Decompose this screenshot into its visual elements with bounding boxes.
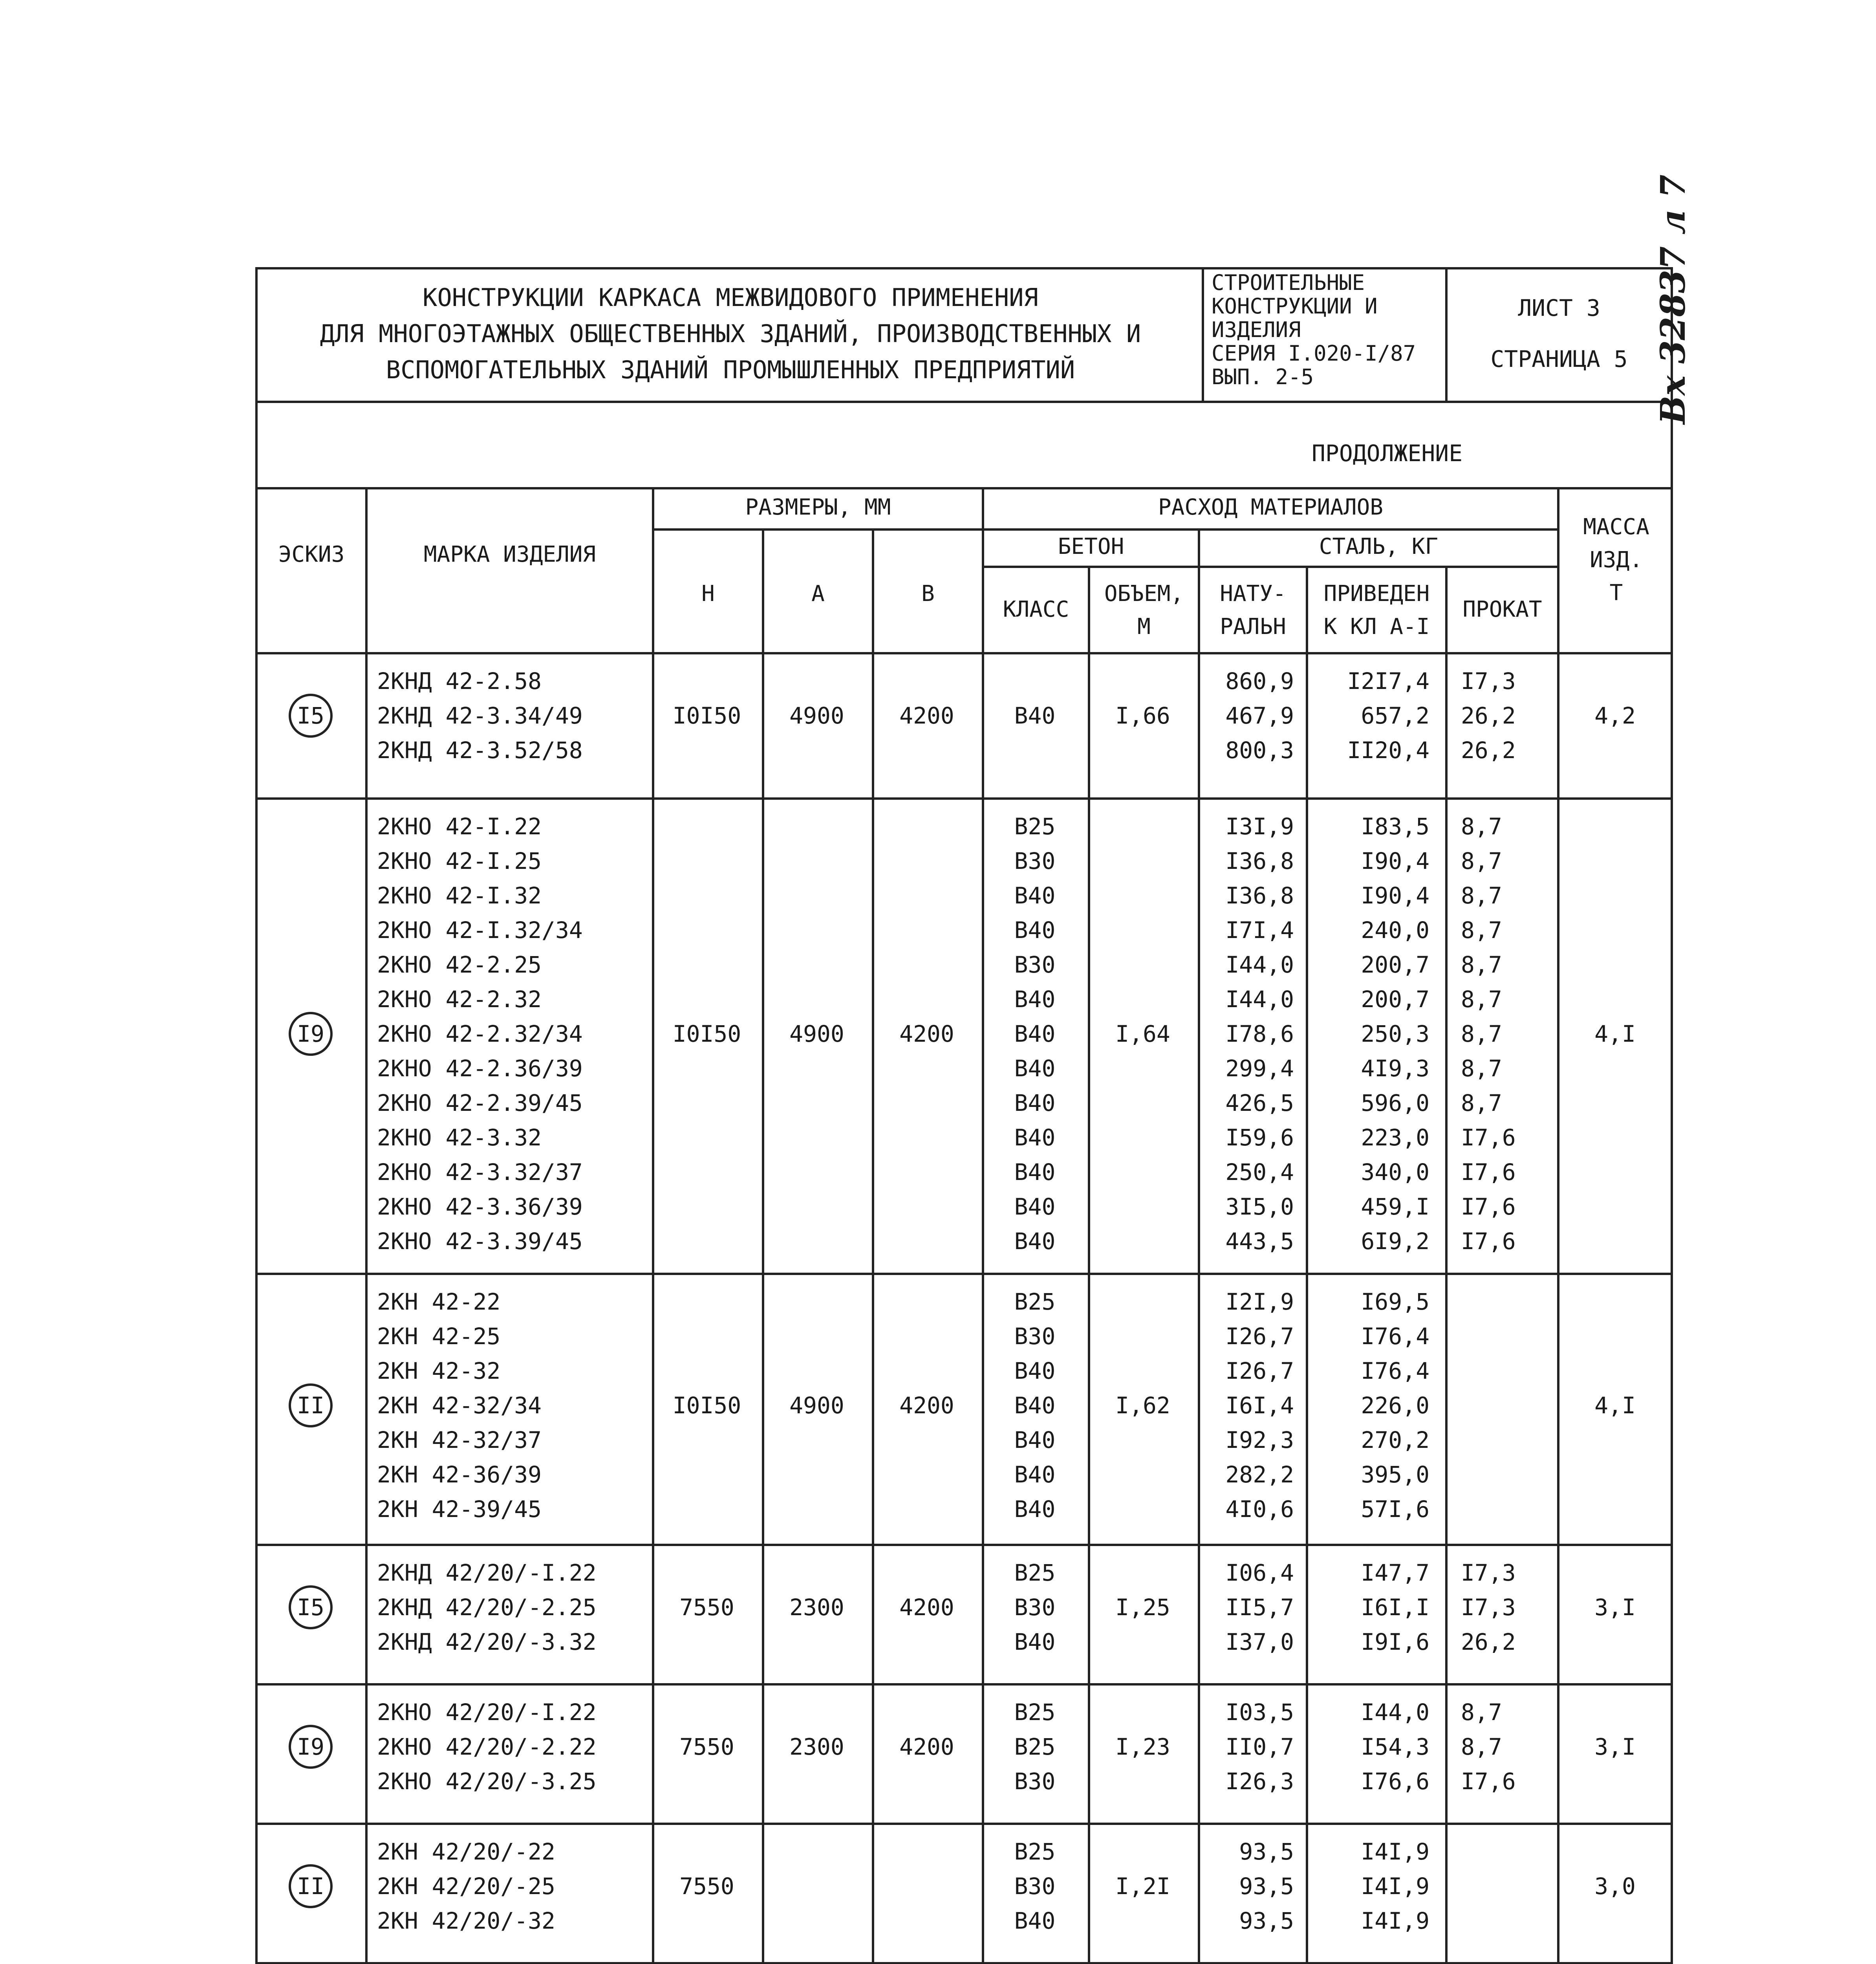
steel-natural-cell: 860,9 xyxy=(1225,668,1294,694)
concrete-class-cell: В40 xyxy=(1014,882,1056,909)
continuation-label: ПРОДОЛЖЕНИЕ xyxy=(1312,440,1463,467)
series-line-5: ВЫП. 2-5 xyxy=(1212,365,1314,389)
steel-natural-cell: I44,0 xyxy=(1225,951,1294,978)
sheet-number: ЛИСТ 3 xyxy=(1518,295,1600,321)
sketch-number-circle: II xyxy=(289,1383,333,1427)
product-mark: 2КНД 42-2.58 xyxy=(377,668,542,694)
product-mass-cell: 4,2 xyxy=(1594,702,1636,729)
steel-reduced-cell: 4I9,3 xyxy=(1361,1055,1429,1082)
product-mark: 2КНО 42-2.32 xyxy=(377,986,542,1013)
header-rule-2 xyxy=(982,566,1557,568)
product-mark: 2КН 42/20/-32 xyxy=(377,1907,555,1934)
steel-natural-cell: 467,9 xyxy=(1225,702,1294,729)
concrete-class-cell: В30 xyxy=(1014,951,1056,978)
product-mark: 2КНО 42-2.36/39 xyxy=(377,1055,583,1082)
steel-natural-cell: I03,5 xyxy=(1225,1699,1294,1726)
size-h-cell: I0I50 xyxy=(672,1020,741,1047)
col-header-h: Н xyxy=(701,581,715,606)
steel-reduced-cell: I76,6 xyxy=(1361,1768,1429,1795)
steel-reduced-cell: 57I,6 xyxy=(1361,1496,1429,1522)
steel-reduced-cell: I47,7 xyxy=(1361,1559,1429,1586)
steel-rolled-cell: 8,7 xyxy=(1461,882,1502,909)
steel-rolled-cell: 26,2 xyxy=(1461,737,1516,764)
steel-reduced-cell: 596,0 xyxy=(1361,1090,1429,1116)
concrete-class-cell: В40 xyxy=(1014,702,1056,729)
concrete-class-cell: В40 xyxy=(1014,1907,1056,1934)
product-mark: 2КНО 42/20/-I.22 xyxy=(377,1699,597,1726)
document-title-line-3: ВСПОМОГАТЕЛЬНЫХ ЗДАНИЙ ПРОМЫШЛЕННЫХ ПРЕДПРИЯТИЙ xyxy=(386,355,1075,384)
steel-reduced-cell: I83,5 xyxy=(1361,813,1429,840)
sketch-number-circle: I9 xyxy=(289,1012,333,1056)
steel-natural-cell: I36,8 xyxy=(1225,882,1294,909)
col-header-reduced-1: ПРИВЕДЕН xyxy=(1323,581,1430,606)
sketch-number-circle: I9 xyxy=(289,1725,333,1769)
col-header-sketch: ЭСКИЗ xyxy=(278,542,345,567)
steel-natural-cell: 426,5 xyxy=(1225,1090,1294,1116)
steel-natural-cell: 93,5 xyxy=(1239,1838,1294,1865)
concrete-volume-cell: I,25 xyxy=(1115,1594,1170,1621)
concrete-class-cell: В25 xyxy=(1014,1699,1056,1726)
steel-natural-cell: 3I5,0 xyxy=(1225,1193,1294,1220)
product-mass-cell: 3,0 xyxy=(1594,1873,1636,1900)
steel-reduced-cell: I6I,I xyxy=(1361,1594,1429,1621)
sketch-number-circle: I5 xyxy=(289,1585,333,1629)
steel-natural-cell: I7I,4 xyxy=(1225,917,1294,944)
row-separator xyxy=(255,1683,1673,1686)
steel-reduced-cell: 240,0 xyxy=(1361,917,1429,944)
steel-reduced-cell: 657,2 xyxy=(1361,702,1429,729)
steel-natural-cell: I92,3 xyxy=(1225,1427,1294,1453)
steel-reduced-cell: 200,7 xyxy=(1361,986,1429,1013)
steel-natural-cell: I36,8 xyxy=(1225,848,1294,874)
steel-rolled-cell: 8,7 xyxy=(1461,1020,1502,1047)
col-header-mass-2: ИЗД. xyxy=(1590,547,1643,573)
document-title-line-2: ДЛЯ МНОГОЭТАЖНЫХ ОБЩЕСТВЕННЫХ ЗДАНИЙ, ПРОИЗВОДСТВЕННЫХ И xyxy=(320,319,1141,348)
col-header-mass-1: МАССА xyxy=(1583,514,1649,540)
steel-reduced-cell: 223,0 xyxy=(1361,1124,1429,1151)
col-header-rolled: ПРОКАТ xyxy=(1462,597,1542,622)
size-a-cell: 2300 xyxy=(789,1733,844,1760)
sketch-number-circle: II xyxy=(289,1864,333,1908)
steel-reduced-cell: I90,4 xyxy=(1361,848,1429,874)
steel-rolled-cell: 8,7 xyxy=(1461,813,1502,840)
product-mark: 2КНО 42-I.22 xyxy=(377,813,542,840)
steel-natural-cell: I78,6 xyxy=(1225,1020,1294,1047)
col-header-volume-1: ОБЪЕМ, xyxy=(1104,581,1184,606)
steel-rolled-cell: I7,3 xyxy=(1461,1559,1516,1586)
steel-rolled-cell: 26,2 xyxy=(1461,1629,1516,1655)
concrete-class-cell: В40 xyxy=(1014,1159,1056,1185)
concrete-class-cell: В40 xyxy=(1014,1427,1056,1453)
steel-reduced-cell: I54,3 xyxy=(1361,1733,1429,1760)
col-header-a: А xyxy=(811,581,825,606)
steel-reduced-cell: I2I7,4 xyxy=(1347,668,1429,694)
steel-natural-cell: 299,4 xyxy=(1225,1055,1294,1082)
concrete-class-cell: В40 xyxy=(1014,1124,1056,1151)
title-block-divider-1 xyxy=(1202,267,1204,403)
col-header-class: КЛАСС xyxy=(1003,597,1069,622)
steel-reduced-cell: 270,2 xyxy=(1361,1427,1429,1453)
col-line-sketch xyxy=(365,487,368,1964)
concrete-volume-cell: I,23 xyxy=(1115,1733,1170,1760)
concrete-class-cell: В40 xyxy=(1014,1020,1056,1047)
document-title-line-1: КОНСТРУКЦИИ КАРКАСА МЕЖВИДОВОГО ПРИМЕНЕНИЯ xyxy=(423,283,1038,312)
concrete-class-cell: В40 xyxy=(1014,1461,1056,1488)
product-mark: 2КНО 42/20/-3.25 xyxy=(377,1768,597,1795)
steel-rolled-cell: 8,7 xyxy=(1461,848,1502,874)
col-header-materials: РАСХОД МАТЕРИАЛОВ xyxy=(1158,495,1384,520)
product-mark: 2КНО 42-I.32 xyxy=(377,882,542,909)
concrete-class-cell: В40 xyxy=(1014,917,1056,944)
steel-natural-cell: I26,7 xyxy=(1225,1358,1294,1384)
size-h-cell: I0I50 xyxy=(672,1392,741,1419)
steel-natural-cell: 93,5 xyxy=(1239,1873,1294,1900)
steel-natural-cell: I26,7 xyxy=(1225,1323,1294,1350)
concrete-volume-cell: I,66 xyxy=(1115,702,1170,729)
steel-rolled-cell: 8,7 xyxy=(1461,986,1502,1013)
product-mass-cell: 3,I xyxy=(1594,1733,1636,1760)
steel-rolled-cell: 8,7 xyxy=(1461,1090,1502,1116)
series-line-3: ИЗДЕЛИЯ xyxy=(1212,317,1301,342)
title-block-bottom-rule xyxy=(255,401,1673,403)
steel-reduced-cell: 6I9,2 xyxy=(1361,1228,1429,1255)
steel-reduced-cell: 340,0 xyxy=(1361,1159,1429,1185)
steel-rolled-cell: 26,2 xyxy=(1461,702,1516,729)
row-separator xyxy=(255,1823,1673,1825)
steel-natural-cell: 250,4 xyxy=(1225,1159,1294,1185)
concrete-class-cell: В40 xyxy=(1014,1392,1056,1419)
size-h-cell: I0I50 xyxy=(672,702,741,729)
steel-natural-cell: 800,3 xyxy=(1225,737,1294,764)
steel-natural-cell: 93,5 xyxy=(1239,1907,1294,1934)
product-mark: 2КН 42-25 xyxy=(377,1323,501,1350)
concrete-class-cell: В30 xyxy=(1014,1768,1056,1795)
steel-rolled-cell: I7,6 xyxy=(1461,1193,1516,1220)
product-mark: 2КНО 42-3.32 xyxy=(377,1124,542,1151)
steel-rolled-cell: I7,3 xyxy=(1461,1594,1516,1621)
product-mark: 2КНО 42-3.36/39 xyxy=(377,1193,583,1220)
concrete-class-cell: В40 xyxy=(1014,1496,1056,1522)
page-number: СТРАНИЦА 5 xyxy=(1490,346,1628,372)
size-h-cell: 7550 xyxy=(679,1594,734,1621)
row-separator xyxy=(255,1544,1673,1546)
product-mark: 2КНД 42/20/-2.25 xyxy=(377,1594,597,1621)
concrete-class-cell: В40 xyxy=(1014,1193,1056,1220)
size-b-cell: 4200 xyxy=(899,1020,954,1047)
sketch-number-circle: I5 xyxy=(289,694,333,738)
product-mark: 2КНО 42/20/-2.22 xyxy=(377,1733,597,1760)
col-header-reduced-2: К КЛ А-I xyxy=(1323,614,1430,639)
size-a-cell: 4900 xyxy=(789,1392,844,1419)
concrete-class-cell: В40 xyxy=(1014,1090,1056,1116)
concrete-class-cell: В30 xyxy=(1014,1594,1056,1621)
steel-natural-cell: 443,5 xyxy=(1225,1228,1294,1255)
col-header-mark: МАРКА ИЗДЕЛИЯ xyxy=(423,542,596,567)
title-block-divider-2 xyxy=(1445,267,1448,403)
steel-rolled-cell: I7,3 xyxy=(1461,668,1516,694)
product-mark: 2КНО 42-2.32/34 xyxy=(377,1020,583,1047)
col-header-concrete: БЕТОН xyxy=(1058,534,1124,559)
concrete-class-cell: В40 xyxy=(1014,1055,1056,1082)
steel-reduced-cell: I44,0 xyxy=(1361,1699,1429,1726)
steel-natural-cell: I26,3 xyxy=(1225,1768,1294,1795)
steel-reduced-cell: 459,I xyxy=(1361,1193,1429,1220)
steel-reduced-cell: II20,4 xyxy=(1347,737,1429,764)
product-mark: 2КНД 42-3.34/49 xyxy=(377,702,583,729)
product-mark: 2КНО 42-2.39/45 xyxy=(377,1090,583,1116)
table-top-rule xyxy=(255,487,1673,489)
steel-reduced-cell: 200,7 xyxy=(1361,951,1429,978)
steel-reduced-cell: I4I,9 xyxy=(1361,1873,1429,1900)
steel-rolled-cell: I7,6 xyxy=(1461,1159,1516,1185)
concrete-class-cell: В40 xyxy=(1014,1228,1056,1255)
product-mark: 2КН 42/20/-25 xyxy=(377,1873,555,1900)
size-b-cell: 4200 xyxy=(899,1392,954,1419)
concrete-class-cell: В40 xyxy=(1014,1629,1056,1655)
concrete-class-cell: В30 xyxy=(1014,848,1056,874)
product-mark: 2КН 42/20/-22 xyxy=(377,1838,555,1865)
series-line-2: КОНСТРУКЦИИ И xyxy=(1212,294,1378,319)
product-mass-cell: 4,I xyxy=(1594,1020,1636,1047)
size-b-cell: 4200 xyxy=(899,702,954,729)
col-header-natural-1: НАТУ- xyxy=(1220,581,1286,606)
concrete-volume-cell: I,64 xyxy=(1115,1020,1170,1047)
concrete-class-cell: В25 xyxy=(1014,1733,1056,1760)
product-mark: 2КНД 42-3.52/58 xyxy=(377,737,583,764)
steel-reduced-cell: 395,0 xyxy=(1361,1461,1429,1488)
series-line-1: СТРОИТЕЛЬНЫЕ xyxy=(1212,270,1365,295)
col-header-b: В xyxy=(921,581,935,606)
col-header-sizes: РАЗМЕРЫ, ММ xyxy=(745,495,891,520)
size-h-cell: 7550 xyxy=(679,1733,734,1760)
steel-natural-cell: 282,2 xyxy=(1225,1461,1294,1488)
steel-natural-cell: I37,0 xyxy=(1225,1629,1294,1655)
size-b-cell: 4200 xyxy=(899,1594,954,1621)
steel-reduced-cell: I76,4 xyxy=(1361,1358,1429,1384)
concrete-volume-cell: I,2I xyxy=(1115,1873,1170,1900)
steel-natural-cell: I44,0 xyxy=(1225,986,1294,1013)
concrete-class-cell: В40 xyxy=(1014,986,1056,1013)
col-header-natural-2: РАЛЬН xyxy=(1220,614,1286,639)
steel-reduced-cell: I76,4 xyxy=(1361,1323,1429,1350)
series-line-4: СЕРИЯ I.020-I/87 xyxy=(1212,341,1416,366)
steel-rolled-cell: 8,7 xyxy=(1461,1055,1502,1082)
row-separator xyxy=(255,797,1673,800)
product-mark: 2КН 42-39/45 xyxy=(377,1496,542,1522)
product-mark: 2КНО 42-2.25 xyxy=(377,951,542,978)
size-h-cell: 7550 xyxy=(679,1873,734,1900)
product-mark: 2КН 42-32 xyxy=(377,1358,501,1384)
product-mark: 2КН 42-22 xyxy=(377,1288,501,1315)
col-line-reduced xyxy=(1445,566,1448,1964)
steel-reduced-cell: 250,3 xyxy=(1361,1020,1429,1047)
steel-natural-cell: I6I,4 xyxy=(1225,1392,1294,1419)
concrete-class-cell: В25 xyxy=(1014,1288,1056,1315)
size-b-cell: 4200 xyxy=(899,1733,954,1760)
product-mass-cell: 3,I xyxy=(1594,1594,1636,1621)
concrete-class-cell: В25 xyxy=(1014,813,1056,840)
steel-rolled-cell: I7,6 xyxy=(1461,1768,1516,1795)
steel-natural-cell: I2I,9 xyxy=(1225,1288,1294,1315)
product-mark: 2КН 42-32/34 xyxy=(377,1392,542,1419)
col-header-mass-3: Т xyxy=(1609,580,1623,606)
steel-natural-cell: I3I,9 xyxy=(1225,813,1294,840)
concrete-class-cell: В25 xyxy=(1014,1559,1056,1586)
registration-stamp: Вх 32837 л 7 xyxy=(1653,174,1693,424)
concrete-class-cell: В40 xyxy=(1014,1358,1056,1384)
steel-natural-cell: I06,4 xyxy=(1225,1559,1294,1586)
concrete-class-cell: В30 xyxy=(1014,1873,1056,1900)
product-mark: 2КНО 42-I.25 xyxy=(377,848,542,874)
col-header-steel: СТАЛЬ, КГ xyxy=(1319,534,1439,559)
steel-rolled-cell: 8,7 xyxy=(1461,1699,1502,1726)
steel-reduced-cell: I4I,9 xyxy=(1361,1907,1429,1934)
size-a-cell: 2300 xyxy=(789,1594,844,1621)
size-a-cell: 4900 xyxy=(789,702,844,729)
product-mark: 2КН 42-36/39 xyxy=(377,1461,542,1488)
steel-reduced-cell: I9I,6 xyxy=(1361,1629,1429,1655)
product-mark: 2КН 42-32/37 xyxy=(377,1427,542,1453)
steel-rolled-cell: 8,7 xyxy=(1461,951,1502,978)
product-mark: 2КНО 42-I.32/34 xyxy=(377,917,583,944)
steel-natural-cell: II0,7 xyxy=(1225,1733,1294,1760)
steel-rolled-cell: I7,6 xyxy=(1461,1228,1516,1255)
steel-natural-cell: I59,6 xyxy=(1225,1124,1294,1151)
steel-natural-cell: 4I0,6 xyxy=(1225,1496,1294,1522)
steel-rolled-cell: 8,7 xyxy=(1461,1733,1502,1760)
product-mass-cell: 4,I xyxy=(1594,1392,1636,1419)
steel-natural-cell: II5,7 xyxy=(1225,1594,1294,1621)
row-separator xyxy=(255,1962,1673,1964)
size-a-cell: 4900 xyxy=(789,1020,844,1047)
steel-reduced-cell: I69,5 xyxy=(1361,1288,1429,1315)
header-bottom-rule xyxy=(255,652,1673,654)
steel-rolled-cell: 8,7 xyxy=(1461,917,1502,944)
steel-reduced-cell: I4I,9 xyxy=(1361,1838,1429,1865)
col-header-volume-2: М xyxy=(1137,614,1151,639)
steel-reduced-cell: I90,4 xyxy=(1361,882,1429,909)
steel-rolled-cell: I7,6 xyxy=(1461,1124,1516,1151)
steel-reduced-cell: 226,0 xyxy=(1361,1392,1429,1419)
concrete-class-cell: В30 xyxy=(1014,1323,1056,1350)
product-mark: 2КНО 42-3.39/45 xyxy=(377,1228,583,1255)
product-mark: 2КНО 42-3.32/37 xyxy=(377,1159,583,1185)
row-separator xyxy=(255,1273,1673,1275)
concrete-volume-cell: I,62 xyxy=(1115,1392,1170,1419)
concrete-class-cell: В25 xyxy=(1014,1838,1056,1865)
product-mark: 2КНД 42/20/-I.22 xyxy=(377,1559,597,1586)
product-mark: 2КНД 42/20/-3.32 xyxy=(377,1629,597,1655)
